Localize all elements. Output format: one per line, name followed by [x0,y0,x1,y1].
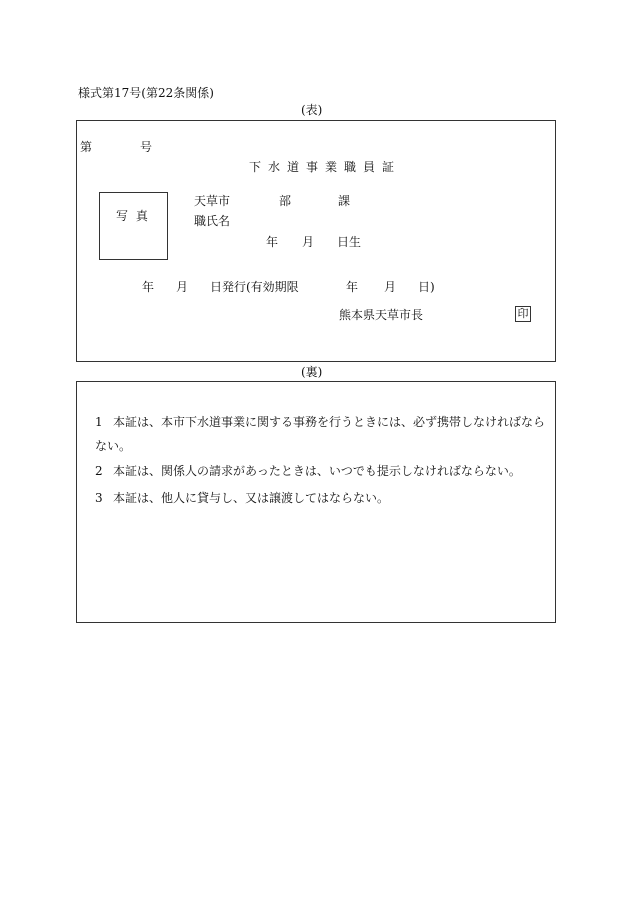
item-text: 本証は、関係人の請求があったときは、いつでも提示しなければならない。 [113,464,521,478]
birth-month: 月 [302,235,315,249]
number-prefix: 第 [80,140,93,154]
item-number: 1 [95,415,103,429]
photo-box [99,192,168,260]
item-number: 2 [95,464,103,478]
issue-month: 月 [176,280,189,294]
photo-label: 写 真 [116,209,150,223]
issue-day-expiry: 日発行(有効期限 [210,280,299,294]
section-label: 課 [338,194,351,208]
department-label: 部 [279,194,292,208]
number-suffix: 号 [140,140,153,154]
expiry-day: 日) [418,280,435,294]
card-title: 下水道事業職員証 [249,160,402,174]
front-side-label: (表) [301,103,323,117]
list-item [95,410,555,458]
issue-year: 年 [142,280,155,294]
issuer: 熊本県天草市長 [339,308,424,322]
list-item [95,459,555,483]
back-side-label: (裏) [301,365,323,379]
expiry-year: 年 [346,280,359,294]
list-item [95,486,555,510]
name-label: 職氏名 [194,214,231,228]
birth-year: 年 [266,235,279,249]
item-number: 3 [95,491,103,505]
city-label: 天草市 [194,194,231,208]
item-text: 本証は、本市下水道事業に関する事務を行うときには、必ず携帯しなければならない。 [95,415,546,453]
item-text: 本証は、他人に貸与し、又は譲渡してはならない。 [113,491,390,505]
form-number-label: 様式第17号(第22条関係) [78,86,214,100]
expiry-month: 月 [384,280,397,294]
birth-day: 日生 [337,235,362,249]
seal-mark: 印 [515,306,531,322]
